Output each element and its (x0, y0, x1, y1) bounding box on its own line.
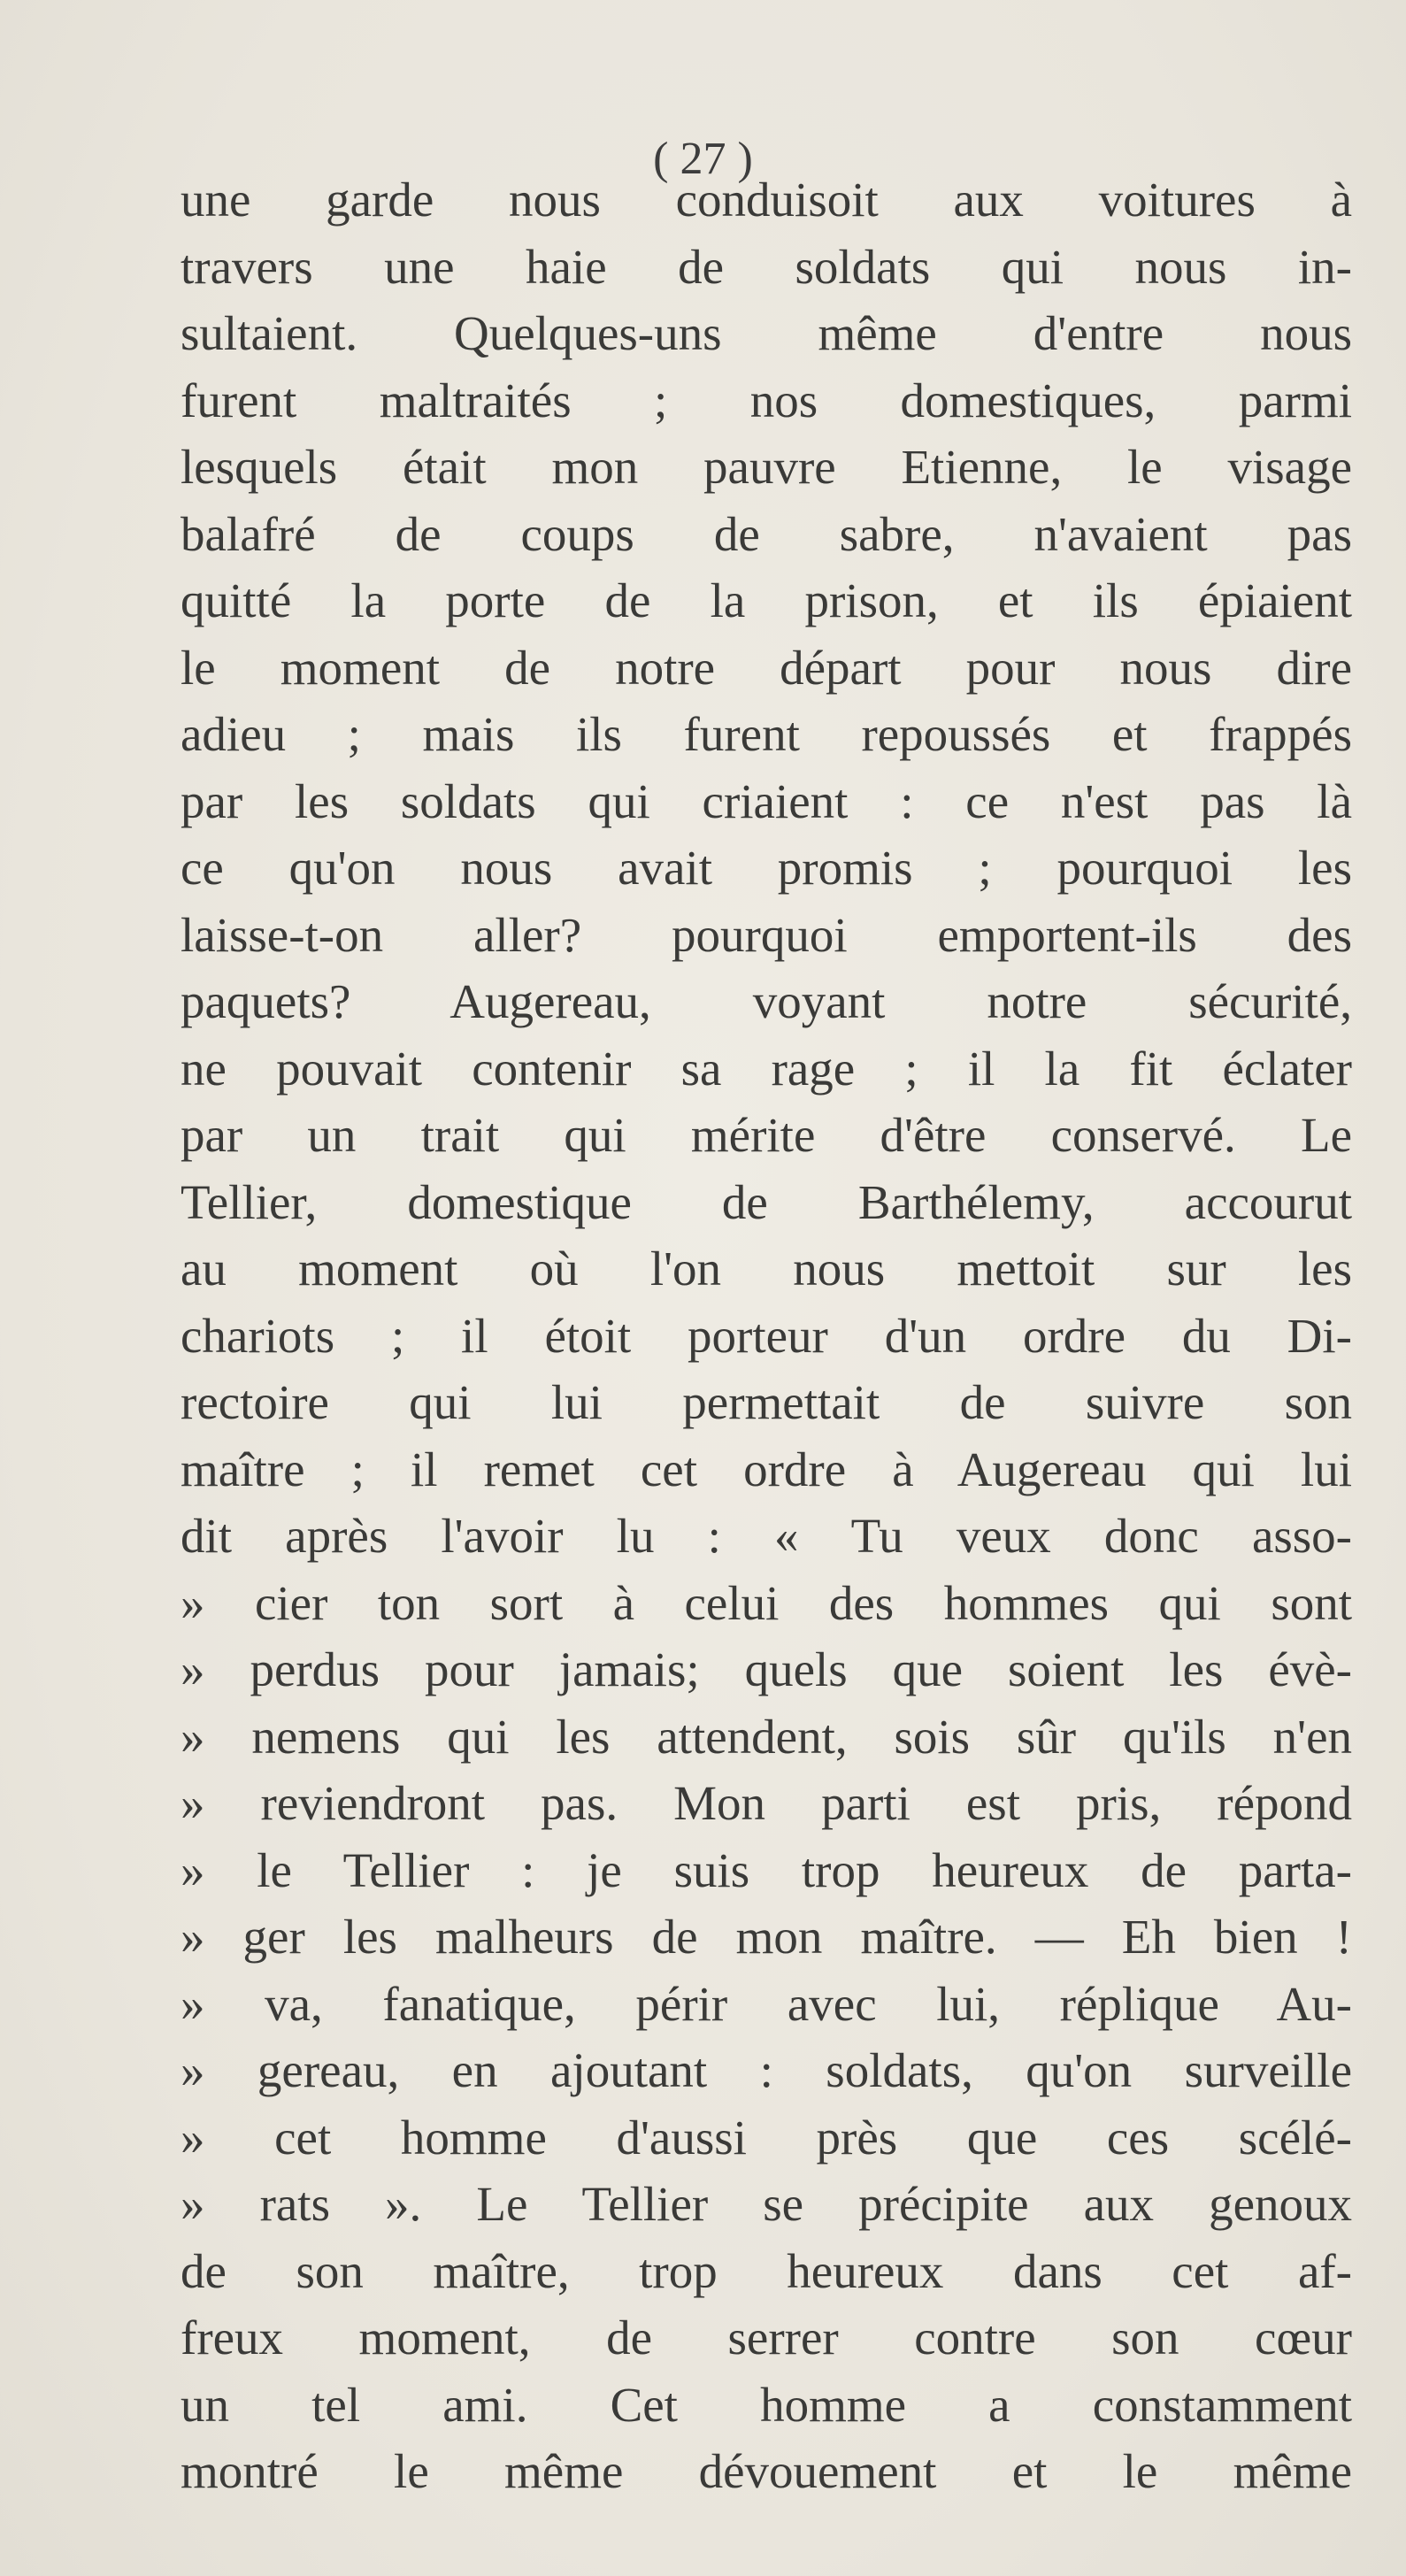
text-line: sultaient. Quelques-uns même d'entre nous (181, 306, 1352, 360)
text-line: paquets? Augereau, voyant notre sécurité, (181, 974, 1352, 1028)
text-line: » perdus pour jamais; quels que soient les évè- (181, 1642, 1352, 1696)
text-line: maître ; il remet cet ordre à Augereau qui lui (181, 1442, 1352, 1496)
text-line: rectoire qui lui permettait de suivre son (181, 1375, 1352, 1429)
text-line: freux moment, de serrer contre son cœur (181, 2311, 1352, 2365)
text-line: » nemens qui les attendent, sois sûr qu'ils n'en (181, 1709, 1352, 1764)
text-line: quitté la porte de la prison, et ils épiaient (181, 573, 1352, 627)
text-line: une garde nous conduisoit aux voitures à (181, 173, 1352, 227)
text-line: ne pouvait contenir sa rage ; il la fit éclater (181, 1041, 1352, 1096)
text-line: adieu ; mais ils furent repoussés et frappés (181, 707, 1352, 761)
text-line: le moment de notre départ pour nous dire (181, 640, 1352, 695)
text-line: par un trait qui mérite d'être conservé. Le (181, 1108, 1352, 1162)
text-line: » reviendront pas. Mon parti est pris, répond (181, 1776, 1352, 1830)
page-number: ( 27 ) (653, 134, 753, 184)
text-line: ce qu'on nous avait promis ; pourquoi les (181, 841, 1352, 895)
body-text (181, 166, 1352, 2505)
text-line: balafré de coups de sabre, n'avaient pas (181, 506, 1352, 561)
text-line: » gereau, en ajoutant : soldats, qu'on surveille (181, 2043, 1352, 2097)
text-line: un tel ami. Cet homme a constamment (181, 2377, 1352, 2432)
text-line: lesquels était mon pauvre Etienne, le visage (181, 440, 1352, 494)
text-line: par les soldats qui criaient : ce n'est pas là (181, 773, 1352, 828)
text-line: laisse-t-on aller? pourquoi emportent-ils des (181, 907, 1352, 962)
text-line: » rats ». Le Tellier se précipite aux genoux (181, 2177, 1352, 2231)
text-line: » va, fanatique, périr avec lui, réplique Au- (181, 1976, 1352, 2031)
text-line: dit après l'avoir lu : « Tu veux donc asso- (181, 1509, 1352, 1563)
text-line: » ger les malheurs de mon maître. — Eh bien ! (181, 1910, 1352, 1964)
text-line: de son maître, trop heureux dans cet af- (181, 2243, 1352, 2298)
text-line: Tellier, domestique de Barthélemy, accourut (181, 1174, 1352, 1229)
text-line: » cier ton sort à celui des hommes qui sont (181, 1575, 1352, 1630)
text-line: chariots ; il étoit porteur d'un ordre du Di- (181, 1308, 1352, 1363)
text-line: montré le même dévouement et le même (181, 2444, 1352, 2498)
text-line: » cet homme d'aussi près que ces scélé- (181, 2110, 1352, 2165)
text-line: au moment où l'on nous mettoit sur les (181, 1242, 1352, 1296)
text-line: furent maltraités ; nos domestiques, parmi (181, 373, 1352, 427)
text-line: travers une haie de soldats qui nous in- (181, 239, 1352, 294)
text-line: » le Tellier : je suis trop heureux de parta- (181, 1842, 1352, 1897)
